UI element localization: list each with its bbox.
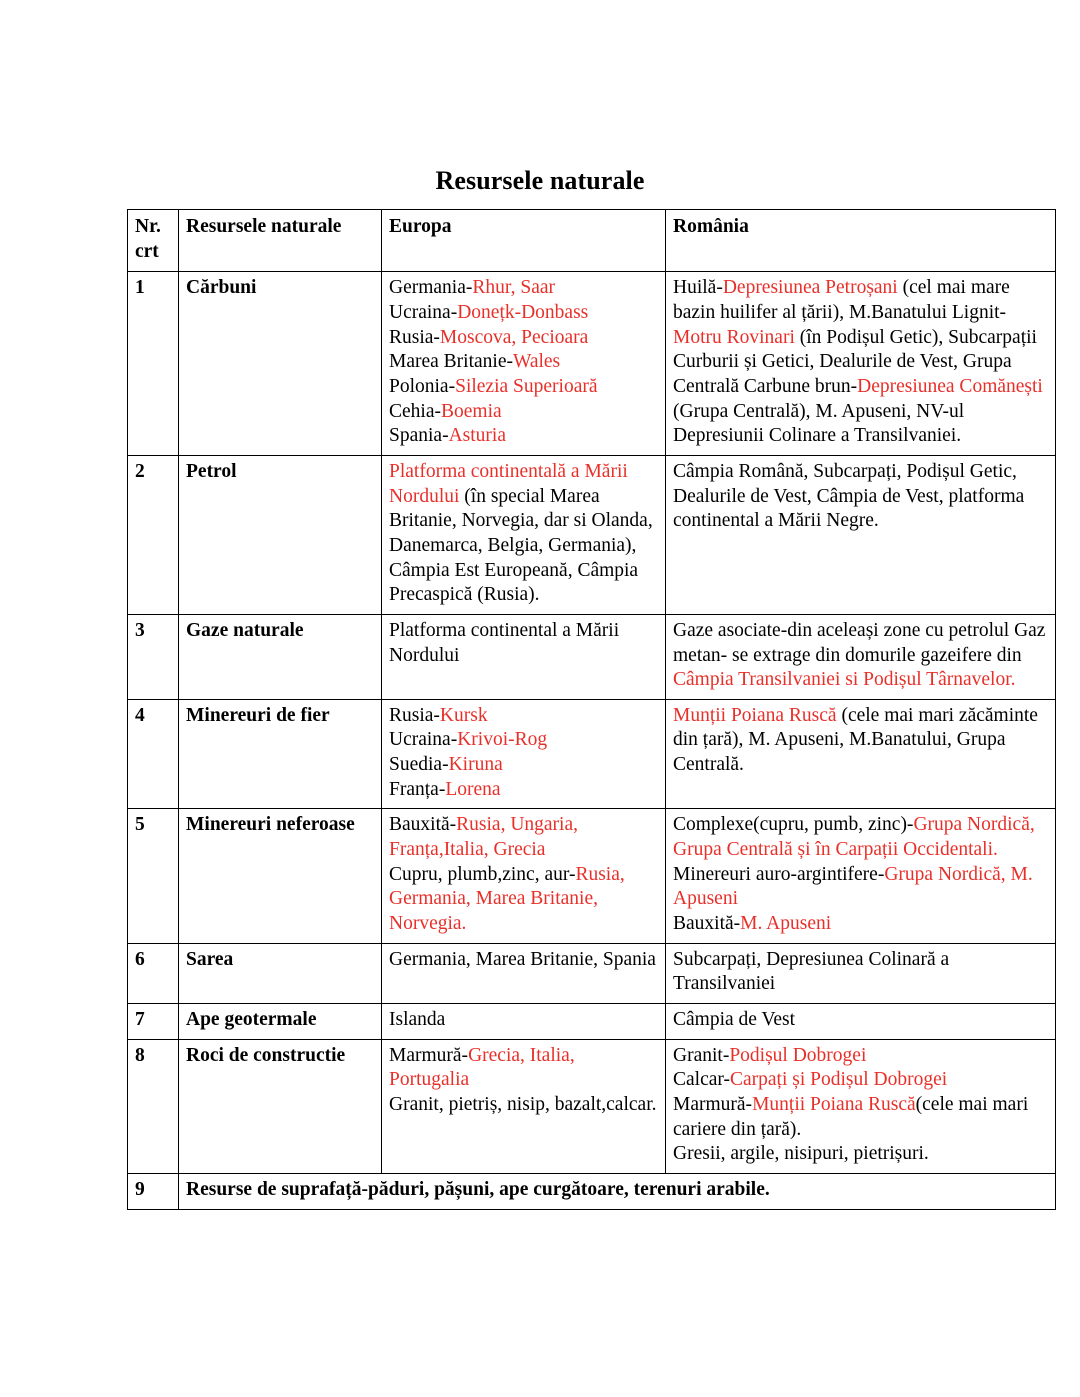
plain-text: Cehia- [389, 400, 441, 422]
table-body [128, 210, 1056, 1210]
header-cell-europe: Europa [382, 210, 666, 272]
row-europe [382, 455, 666, 614]
highlighted-text: Grupa Nordică, Grupa Centrală și în Carpații Occidentali. [673, 814, 1035, 861]
page-title: Resursele naturale [435, 166, 645, 195]
highlighted-text: Boemia [440, 400, 502, 422]
plain-text: Gresii, argile, nisipuri, pietrișuri. [673, 1143, 929, 1165]
table-row [128, 943, 1056, 1003]
highlighted-text: Depresiunea Petroșani [722, 277, 898, 299]
table-row [128, 1173, 1056, 1209]
row-number: 9 [128, 1173, 179, 1209]
plain-text: (Grupa Centrală), M. Apuseni, NV-ul Depresiunii Colinare a Transilvaniei. [673, 400, 965, 447]
highlighted-text: Carpați și Podișul Dobrogei [730, 1069, 948, 1091]
row-resource: Minereuri de fier [179, 699, 382, 809]
highlighted-text: Rusia, Ungaria, Franța,Italia, Grecia [389, 814, 579, 861]
highlighted-text: Krivoi-Rog [457, 729, 548, 751]
row-europe [382, 614, 666, 699]
row-europe [382, 1004, 666, 1040]
plain-text: (în special Marea Britanie, Norvegia, dar si Olanda, Danemarca, Belgia, Germania), Câmpia Est Europeană, Câmpia Precaspică (Rusia). [389, 485, 653, 606]
highlighted-text: Kursk [439, 704, 488, 726]
row-resource: Gaze naturale [179, 614, 382, 699]
highlighted-text: Depresiunea Comănești [857, 375, 1043, 397]
row-europe [382, 699, 666, 809]
row-number: 6 [128, 943, 179, 1003]
row-resource: Ape geotermale [179, 1004, 382, 1040]
row-number: 7 [128, 1004, 179, 1040]
natural-resources-table [127, 209, 1056, 1210]
row-resource: Roci de constructie [179, 1039, 382, 1173]
plain-text: Gaze asociate-din aceleași zone cu petrolul Gaz metan- se extrage din domurile gazeifere din [673, 619, 1046, 666]
plain-text: Complexe(cupru, pumb, zinc)- [673, 814, 914, 836]
row-number: 3 [128, 614, 179, 699]
row-romania [666, 809, 1056, 943]
highlighted-text: Wales [512, 351, 561, 373]
row-romania [666, 272, 1056, 456]
table-row [128, 455, 1056, 614]
plain-text: Platforma continental a Mării Nordului [389, 619, 620, 666]
plain-text: Câmpia Română, Subcarpați, Podișul Getic, Dealurile de Vest, Câmpia de Vest, platforma continental a Mării Negre. [673, 460, 1025, 532]
row-number: 8 [128, 1039, 179, 1173]
plain-text: Islanda [389, 1009, 446, 1031]
text-line [389, 753, 658, 778]
plain-text: (cel mai mare bazin huilifer al țării), M.Banatului Lignit- [673, 277, 1010, 323]
highlighted-text: Munții Poiana Ruscă [752, 1094, 916, 1115]
text-line [389, 375, 658, 400]
text-line [389, 778, 658, 803]
plain-text: Calcar- [673, 1069, 730, 1091]
highlighted-text: Rhur, Saar [472, 277, 555, 299]
highlighted-text: Rusia, Germania, Marea Britanie, Norvegia. [389, 863, 625, 935]
text-line [389, 301, 658, 326]
row-full-width-text: Resurse de suprafață-păduri, pășuni, ape curgătoare, terenuri arabile. [179, 1173, 1056, 1209]
plain-text: Marea Britanie- [389, 351, 513, 373]
plain-text: Germania, Marea Britanie, Spania [389, 948, 656, 970]
row-romania [666, 1004, 1056, 1040]
plain-text: Subcarpați, Depresiunea Colinară a Transilvaniei [673, 948, 950, 995]
plain-text: Ucraina- [389, 301, 458, 323]
plain-text: Polonia- [389, 375, 456, 397]
plain-text: Suedia- [389, 754, 449, 776]
row-number: 1 [128, 272, 179, 456]
header-nr-line1: Nr. [135, 216, 161, 237]
row-romania [666, 699, 1056, 809]
text-line [389, 326, 658, 351]
table-row [128, 1039, 1056, 1173]
highlighted-text: Platforma continentală a Mării Nordului [389, 460, 628, 507]
plain-text: Franța- [389, 778, 446, 800]
header-cell-nr [128, 210, 179, 272]
row-number: 5 [128, 809, 179, 943]
table-row [128, 699, 1056, 809]
plain-text: Minereuri auro-argintifere- [673, 863, 885, 885]
plain-text: Ucraina- [389, 729, 458, 751]
row-romania [666, 614, 1056, 699]
plain-text: Granit, pietriș, nisip, bazalt,calcar. [389, 1094, 657, 1115]
plain-text: Rusia- [389, 326, 440, 348]
row-europe [382, 272, 666, 456]
plain-text: Câmpia de Vest [673, 1009, 796, 1031]
table-row [128, 272, 1056, 456]
highlighted-text: Moscova, Pecioara [439, 326, 589, 348]
plain-text: (cele mai mari cariere din țară). [673, 1094, 1029, 1140]
row-number: 2 [128, 455, 179, 614]
highlighted-text: Kiruna [448, 754, 503, 776]
row-resource: Sarea [179, 943, 382, 1003]
row-resource: Minereuri neferoase [179, 809, 382, 943]
highlighted-text: Podișul Dobrogei [729, 1044, 867, 1066]
text-line [389, 424, 658, 449]
row-europe [382, 809, 666, 943]
table-row [128, 1004, 1056, 1040]
text-line [389, 276, 658, 301]
row-europe [382, 1039, 666, 1173]
highlighted-text: Asturia [448, 425, 506, 447]
table-header-row [128, 210, 1056, 272]
plain-text: Rusia- [389, 704, 440, 726]
highlighted-text: Lorena [445, 778, 501, 800]
highlighted-text: Grecia, Italia, Portugalia [389, 1044, 575, 1091]
plain-text: (cele mai mari zăcăminte din țară), M. Apuseni, M.Banatului, Grupa Centrală. [673, 704, 1038, 776]
highlighted-text: Silezia Superioară [455, 375, 598, 397]
text-line [389, 350, 658, 375]
row-europe [382, 943, 666, 1003]
header-nr-line2: crt [135, 240, 159, 262]
highlighted-text: Motru Rovinari [673, 326, 795, 348]
highlighted-text: M. Apuseni [740, 913, 832, 935]
highlighted-text: Donețk-Donbass [457, 301, 589, 323]
highlighted-text: Câmpia Transilvaniei si Podișul Târnavelor. [673, 669, 1016, 691]
plain-text: Bauxită- [673, 913, 741, 935]
plain-text: Germania- [389, 277, 473, 299]
plain-text: Marmură- [673, 1094, 753, 1115]
plain-text: Bauxită- [389, 814, 457, 836]
plain-text: (în Podișul Getic), Subcarpații Curburii și Getici, Dealurile de Vest, Grupa Centrală Carbune brun- [673, 326, 1037, 397]
plain-text: Huilă- [673, 277, 723, 299]
plain-text: Marmură- [389, 1044, 469, 1066]
row-resource: Petrol [179, 455, 382, 614]
row-number: 4 [128, 699, 179, 809]
highlighted-text: Munții Poiana Ruscă [673, 704, 837, 726]
text-line [389, 728, 658, 753]
text-line [389, 704, 658, 729]
plain-text: Cupru, plumb,zinc, aur- [389, 863, 576, 885]
row-romania [666, 943, 1056, 1003]
highlighted-text: Grupa Nordică, M. Apuseni [673, 863, 1033, 910]
header-cell-resource: Resursele naturale [179, 210, 382, 272]
table-row [128, 809, 1056, 943]
row-romania [666, 1039, 1056, 1173]
table-row [128, 614, 1056, 699]
plain-text: Spania- [389, 425, 449, 447]
text-line [389, 400, 658, 425]
row-resource: Cărbuni [179, 272, 382, 456]
row-romania [666, 455, 1056, 614]
plain-text: Granit- [673, 1044, 730, 1066]
header-cell-romania: România [666, 210, 1056, 272]
